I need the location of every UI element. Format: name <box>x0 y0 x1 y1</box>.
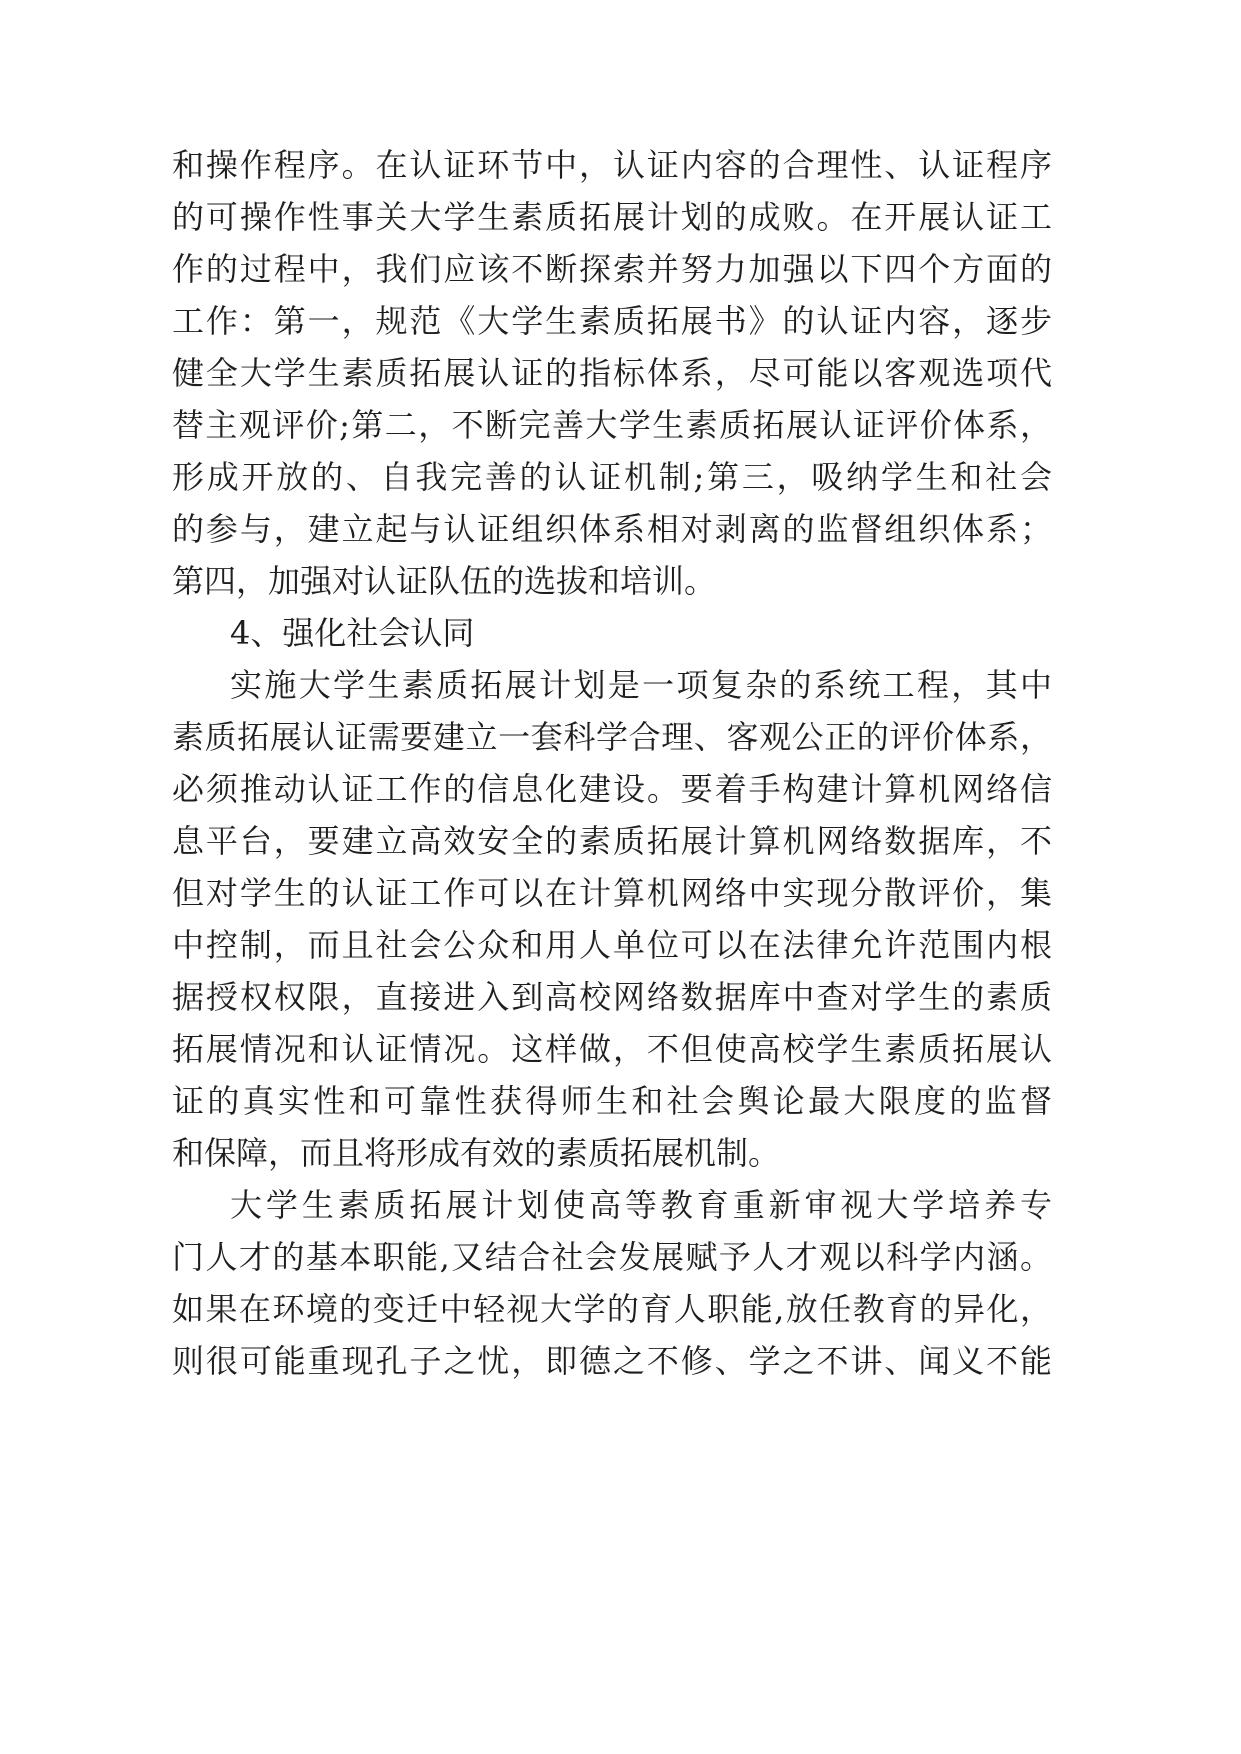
text-line: 但对学生的认证工作可以在计算机网络中实现分散评价，集 <box>172 874 1052 912</box>
text-line: 大学生素质拓展计划使高等教育重新审视大学培养专 <box>230 1186 1052 1224</box>
text-line: 息平台，要建立高效安全的素质拓展计算机网络数据库，不 <box>172 822 1052 860</box>
text-line: 门人才的基本职能,又结合社会发展赋予人才观以科学内涵。 <box>172 1238 1052 1276</box>
text-line: 形成开放的、自我完善的认证机制;第三，吸纳学生和社会 <box>172 458 1052 496</box>
paragraph-2 <box>172 659 1052 1179</box>
text-line: 健全大学生素质拓展认证的指标体系，尽可能以客观选项代 <box>172 354 1052 392</box>
paragraph-1 <box>172 139 1052 607</box>
text-line: 替主观评价;第二，不断完善大学生素质拓展认证评价体系， <box>172 406 1052 444</box>
document-body <box>172 139 1052 1387</box>
text-line: 中控制，而且社会公众和用人单位可以在法律允许范围内根 <box>172 926 1052 964</box>
text-line: 工作：第一，规范《大学生素质拓展书》的认证内容，逐步 <box>172 302 1052 340</box>
text-line: 必须推动认证工作的信息化建设。要着手构建计算机网络信 <box>172 770 1052 808</box>
text-line: 如果在环境的变迁中轻视大学的育人职能,放任教育的异化， <box>172 1290 1052 1328</box>
text-line: 的可操作性事关大学生素质拓展计划的成败。在开展认证工 <box>172 198 1052 236</box>
text-line: 作的过程中，我们应该不断探索并努力加强以下四个方面的 <box>172 250 1052 288</box>
text-line: 素质拓展认证需要建立一套科学合理、客观公正的评价体系， <box>172 718 1052 756</box>
text-line: 证的真实性和可靠性获得师生和社会舆论最大限度的监督 <box>172 1082 1052 1120</box>
text-line: 据授权权限，直接进入到高校网络数据库中查对学生的素质 <box>172 978 1052 1016</box>
text-line: 和操作程序。在认证环节中，认证内容的合理性、认证程序 <box>172 146 1052 184</box>
text-line: 实施大学生素质拓展计划是一项复杂的系统工程，其中 <box>230 666 1052 704</box>
text-line: 和保障，而且将形成有效的素质拓展机制。 <box>172 1134 781 1172</box>
text-line: 第四，加强对认证队伍的选拔和培训。 <box>172 562 717 600</box>
paragraph-3 <box>172 1179 1052 1387</box>
text-line: 的参与，建立起与认证组织体系相对剥离的监督组织体系； <box>172 510 1052 548</box>
text-line: 拓展情况和认证情况。这样做，不但使高校学生素质拓展认 <box>172 1030 1052 1068</box>
text-line: 则很可能重现孔子之忧，即德之不修、学之不讲、闻义不能 <box>172 1342 1052 1380</box>
section-heading: 4、强化社会认同 <box>230 614 475 652</box>
